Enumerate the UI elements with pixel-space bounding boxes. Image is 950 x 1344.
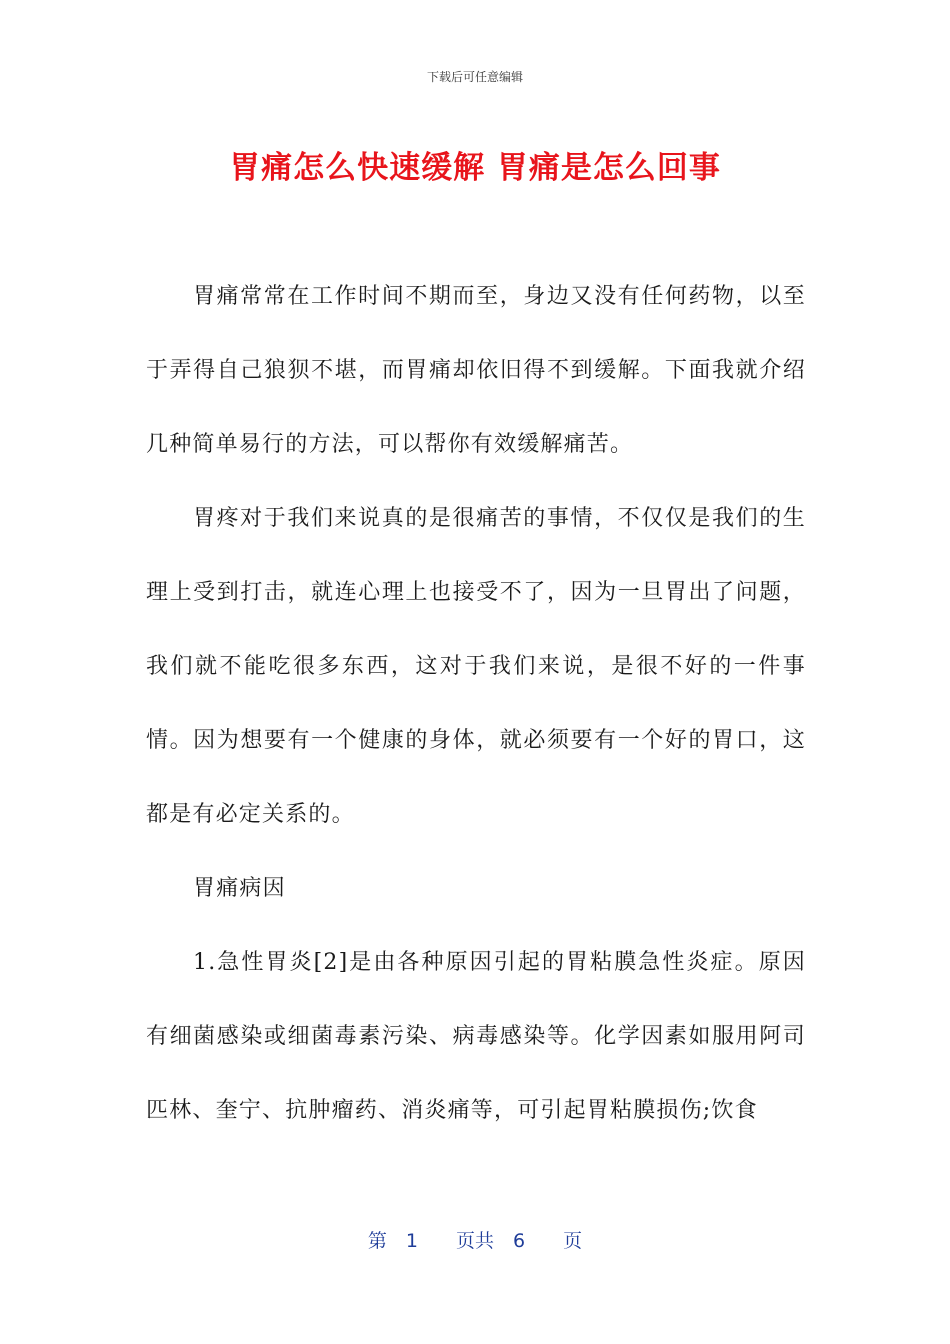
paragraph-acute-gastritis: 1.急性胃炎[2]是由各种原因引起的胃粘膜急性炎症。原因有细菌感染或细菌毒素污染、病毒感染等。化学因素如服用阿司匹林、奎宁、抗肿瘤药、消炎痛等，可引起胃粘膜损伤;饮食: [146, 950, 806, 1123]
paragraph-stomach-pain: 胃疼对于我们来说真的是很痛苦的事情，不仅仅是我们的生理上受到打击，就连心理上也接受不了，因为一旦胃出了问题，我们就不能吃很多东西，这对于我们来说，是很不好的一件事情。因为想要有一个健康的身体，就必须要有一个好的胃口，这都是有必定关系的。: [146, 506, 806, 827]
section-heading-causes: 胃痛病因: [193, 876, 286, 901]
paragraph-intro: 胃痛常常在工作时间不期而至，身边又没有任何药物，以至于弄得自己狼狈不堪，而胃痛却依旧得不到缓解。下面我就介绍几种简单易行的方法，可以帮你有效缓解痛苦。: [146, 284, 806, 457]
page-number: 第 1 页共 6 页: [367, 1230, 583, 1252]
document-body: [146, 260, 806, 1148]
header-note: 下载后可任意编辑: [426, 70, 523, 84]
document-title: 胃痛怎么快速缓解 胃痛是怎么回事: [229, 150, 721, 186]
